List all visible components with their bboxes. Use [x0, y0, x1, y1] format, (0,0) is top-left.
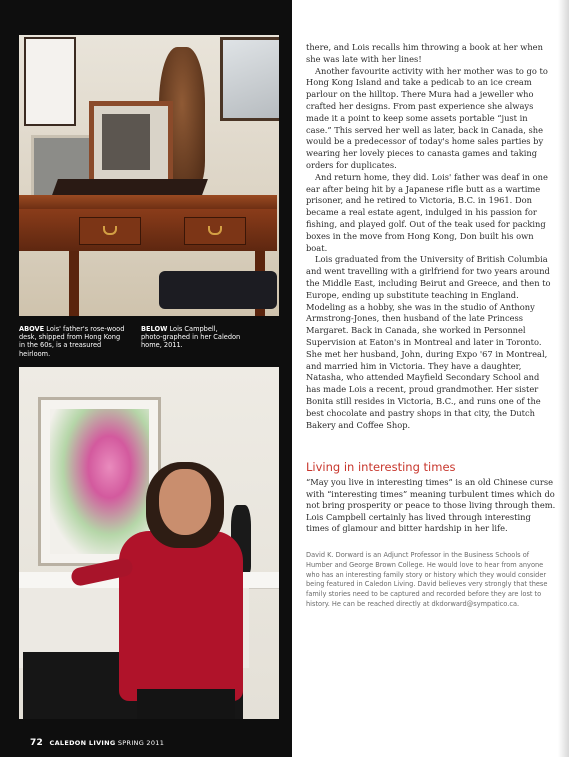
- portrait-photo: [19, 367, 279, 719]
- article-paragraph: And return home, they did. Lois' father was deaf in one ear after being hit by a Japanese rifle butt as a wartime prisoner, and he retired to Victoria, B.C. in 1961. Don became a real estate agent, indulged in his passion for fishing, and played golf. Out of the teak used for packing boxes in the move from Hong Kong, Don built his own boat.: [306, 171, 548, 253]
- page-footer: [30, 738, 164, 748]
- caption-below: [141, 325, 241, 350]
- issue-label: SPRING 2011: [117, 739, 165, 747]
- closing-paragraph: “May you live in interesting times” is an old Chinese curse with “interesting times” meaning turbulent times which do not bring prosperity or peace to those living through them. Lois Campbell certainly has lived through interesting times of glamour and bitter hardship in her life.: [306, 477, 556, 534]
- black-trousers: [137, 689, 235, 719]
- page-gutter-shadow: [558, 0, 569, 757]
- caption-above-label: ABOVE: [19, 325, 45, 333]
- desk-photo: [19, 35, 279, 316]
- magazine-name: CALEDON LIVING: [49, 739, 116, 747]
- caption-above: [19, 325, 127, 358]
- desk-leg: [69, 251, 79, 316]
- upholstered-stool: [159, 271, 277, 309]
- author-bio: David K. Dorward is an Adjunct Professor in the Business Schools of Humber and George Brown College. He would love to hear from anyone who has an interesting family story or history which they would consider being featured in Caledon Living. David believes very strongly that these family stories need to be captured and recorded before they are lost to history. He can be reached directly at dkdorward@sympatico.ca.: [306, 551, 548, 608]
- caption-above-text: Lois' father's rose-wood desk, shipped from Hong Kong in the 60s, is a treasured heirloom.: [19, 325, 125, 358]
- article-paragraph: Lois graduated from the University of British Columbia and went travelling with a girlfriend for two years around the Middle East, including Beirut and Greece, and then to Europe, ending up substitute teaching in England. Modeling as a hobby, she was in the studio of Anthony Armstrong-Jones, then husband of the late Princess Margaret. Back in Canada, she worked in Personnel Supervision at Eaton's in Montreal and later in Toronto. She met her husband, John, during Expo '67 in Montreal, and married him in Victoria. They have a daughter, Natasha, who attended Mayfield Secondary School and has made Lois a recent, proud grandmother. Her sister Bonita still resides in Victoria, B.C., and runs one of the best chocolate and pastry shops in that city, the Dutch Bakery and Coffee Shop.: [306, 254, 551, 430]
- article-body: [306, 42, 552, 431]
- article-paragraph: there, and Lois recalls him throwing a book at her when she was late with her lines!: [306, 42, 543, 64]
- wall-frame-left: [24, 37, 76, 126]
- wall-painting-right: [220, 37, 279, 121]
- face: [159, 469, 211, 535]
- red-sweater: [119, 531, 243, 701]
- article-paragraph: Another favourite activity with her mother was to go to Hong Kong Island and take a pedicab to an ice cream parlour on the hilltop. There Mura had a jeweller who crafted her designs. From past experience she always made it a point to keep some assets portable “just in case.” This served her well as later, back in Canada, she would be a predecessor of today's home sales parties by wearing her lovely pieces to canasta games and taking orders for duplicates.: [306, 65, 548, 170]
- open-album: [52, 179, 208, 195]
- desk-top: [19, 195, 277, 209]
- section-heading: Living in interesting times: [306, 460, 456, 474]
- page-number: 72: [30, 738, 44, 748]
- caption-below-text: Lois Campbell, photo-graphed in her Caledon home, 2011.: [141, 325, 241, 350]
- caption-below-label: BELOW: [141, 325, 168, 333]
